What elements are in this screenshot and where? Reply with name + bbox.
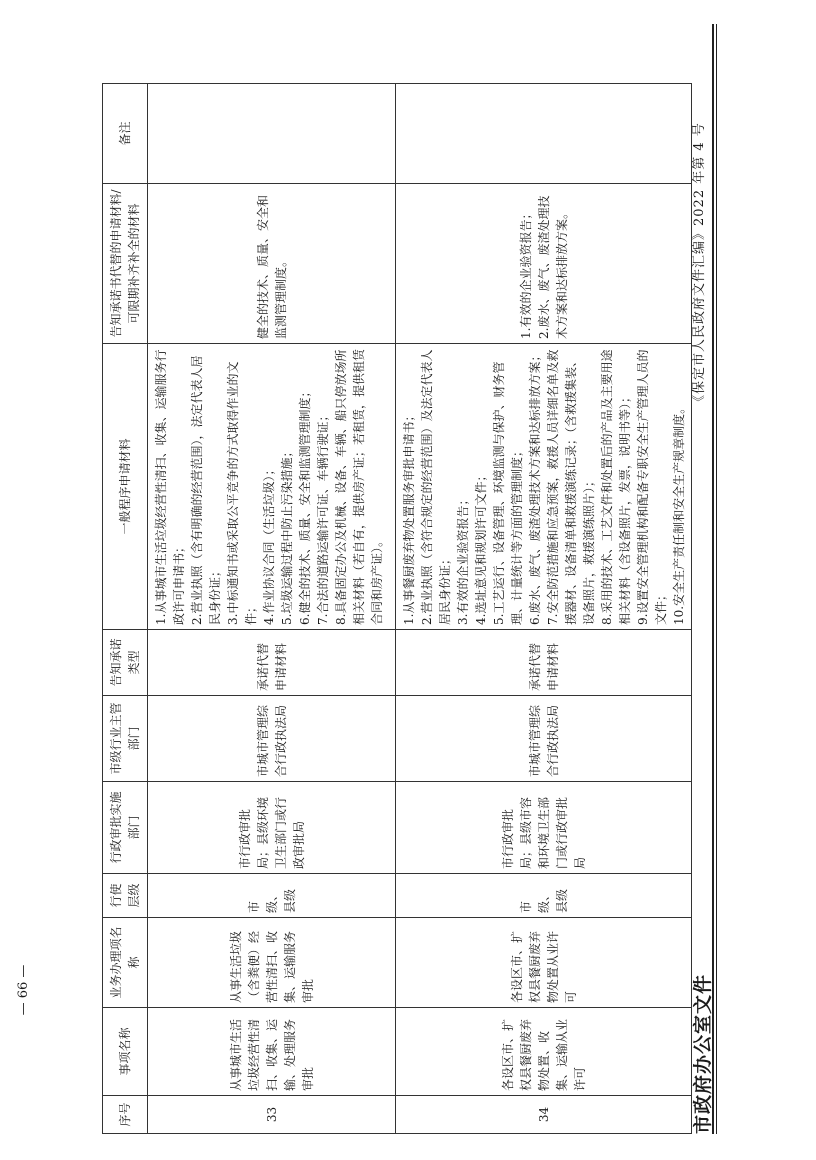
material-line: 6.健全的技术、质量、安全和监测管理制度； <box>298 385 312 625</box>
material-line: 10.安全生产责任制和安全生产规章制度。 <box>672 401 686 625</box>
col-header-name: 事项名称 <box>103 1008 148 1096</box>
table-row <box>396 84 692 1134</box>
row-materials <box>396 344 692 630</box>
material-line: 5.工艺运行、设备管理、环境监测与保护、财务管理、计量统计等方面的管理制度； <box>492 361 524 625</box>
col-header-no: 序号 <box>103 1096 148 1134</box>
col-header-materials: 一般程序申请材料 <box>103 344 148 630</box>
table-row <box>148 84 396 1134</box>
row-remark <box>396 84 692 184</box>
col-header-remark: 备注 <box>103 84 148 184</box>
material-line: 9.设置安全管理机构和配备专职安全生产管理人员的文件； <box>636 349 668 625</box>
material-line: 1.从事餐厨废弃物处置服务审批申请书； <box>402 409 416 625</box>
col-header-type: 告知承诺类型 <box>103 630 148 696</box>
row-item: 从事生活垃圾（含粪便）经营性清扫、收集、运输服务审批 <box>148 918 396 1008</box>
col-header-item: 业务办理项名 称 <box>103 918 148 1008</box>
header-publication: 《保定市人民政府文件汇编》2022 年第 4 号 <box>692 122 707 408</box>
material-line: 3.中标通知书或采取公平竞争的方式取得作业的文件； <box>226 361 258 625</box>
row-level: 市级、县级 <box>396 874 692 918</box>
row-promise <box>148 184 396 344</box>
material-line: 5.垃圾运输过程中防止污染措施； <box>280 445 294 625</box>
promise-line: 2.废水、废气、废渣处理技术方案和达标排放方案。 <box>536 195 569 339</box>
material-line: 4.选址意见和规划许可文件； <box>474 469 488 625</box>
row-type: 承诺代替申请材料 <box>396 630 692 696</box>
material-line: 3.有效的企业验资报告； <box>456 493 470 625</box>
col-header-level: 行使层级 <box>103 874 148 918</box>
material-line: 1.从事城市生活垃圾经营性清扫、收集、运输服务行政许可申请书； <box>154 349 186 625</box>
row-promise <box>396 184 692 344</box>
material-line: 8.具备固定办公及机械、设备、车辆、船只停放场所相关材料（若自有，提供房产证；若租赁，提供租赁合同和房产证）。 <box>334 348 384 625</box>
promise-line: 1.有效的企业验资报告； <box>518 207 533 339</box>
row-name: 从事城市生活垃圾经营性清扫、收集、运输、处理服务审批 <box>148 1008 396 1096</box>
row-materials <box>148 344 396 630</box>
row-name: 各设区市、扩权县餐厨废弃物处置、收集、运输从业许可 <box>396 1008 692 1096</box>
row-dept: 市行政审批局；县级环境卫生部门或行政审批局 <box>148 782 396 874</box>
page-number: — 66 — <box>16 964 31 1016</box>
material-line: 7.安全防范措施和应急预案，救援人员详细名单及救援器材、设备清单和救援演练记录；（含救援集装、设备照片，救援演练照片）； <box>546 349 596 625</box>
col-header-authority: 市级行业主管部门 <box>103 696 148 782</box>
table-header-row <box>103 84 148 1134</box>
header-rule <box>712 24 714 1134</box>
row-no: 33 <box>148 1096 396 1134</box>
row-dept: 市行政审批局；县级市容和环境卫生部门或行政审批局 <box>396 782 692 874</box>
row-no: 34 <box>396 1096 692 1134</box>
material-line: 4.作业协议合同（生活垃圾）； <box>262 463 276 625</box>
row-type: 承诺代替申请材料 <box>148 630 396 696</box>
header-title: 市政府办公室文件 <box>692 973 714 1134</box>
row-item: 各设区市、扩权县餐厨废弃物处置从业许可 <box>396 918 692 1008</box>
header-rule-thin <box>716 24 717 1134</box>
promise-line: 健全的技术、质量、安全和监测管理制度。 <box>255 194 288 339</box>
row-authority: 市城市管理综合行政执法局 <box>148 696 396 782</box>
approval-items-table <box>102 83 692 1134</box>
material-line: 7.合法的道路运输许可证、车辆行驶证； <box>316 409 330 625</box>
material-line: 2.营业执照（含符合规定的经营范围）及法定代表人居民身份证； <box>420 349 452 625</box>
material-line: 6.废水、废气、废渣处理技术方案和达标排放方案； <box>528 349 542 625</box>
col-header-dept: 行政审批实施部门 <box>103 782 148 874</box>
material-line: 2.营业执照（含有明确的经营范围），法定代表人居民身份证； <box>190 355 222 625</box>
col-header-promise: 告知承诺书代替的申请材料/可限期补齐补全的材料 <box>103 184 148 344</box>
row-authority: 市城市管理综合行政执法局 <box>396 696 692 782</box>
material-line: 8.采用的技术、工艺文件和处置后的产品及主要用途相关材料（含设备照片，发票，说明书等）； <box>600 349 632 625</box>
row-level: 市级、县级 <box>148 874 396 918</box>
row-remark <box>148 84 396 184</box>
